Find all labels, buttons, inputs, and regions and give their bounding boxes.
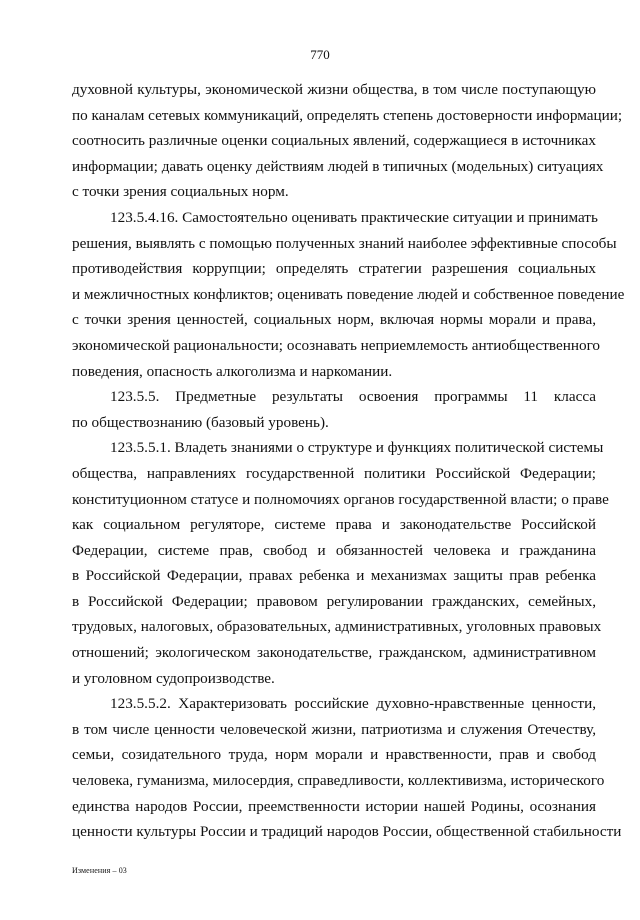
paragraph — [72, 77, 623, 205]
text-line: и уголовном судопроизводстве. — [72, 669, 275, 687]
text-line: единства народов России, преемственности истории нашей Родины, осознания — [72, 797, 596, 815]
text-line: ценности культуры России и традиций народов России, общественной стабильности — [72, 823, 622, 841]
text-line: с точки зрения социальных норм. — [72, 183, 289, 201]
paragraph — [72, 205, 625, 384]
text-line: противодействия коррупции; определять стратегии разрешения социальных — [72, 260, 596, 278]
text-line: экономической рациональности; осознавать неприемлемость антиобщественного — [72, 336, 601, 354]
text-line: семьи, созидательного труда, норм морали и нравственности, прав и свобод — [72, 746, 596, 764]
text-line: в Российской Федерации, правах ребенка и механизмах защиты прав ребенка — [72, 567, 596, 585]
text-line: 123.5.5.1. Владеть знаниями о структуре и функциях политической системы — [110, 439, 604, 457]
text-line: с точки зрения ценностей, социальных норм, включая нормы морали и права, — [72, 311, 596, 329]
text-line: конституционном статусе и полномочиях органов государственной власти; о праве — [72, 490, 609, 508]
text-line: по обществознанию (базовый уровень). — [72, 413, 329, 431]
text-line: отношений; экологическом законодательстве, гражданском, административном — [72, 644, 596, 662]
text-line: 123.5.4.16. Самостоятельно оценивать практические ситуации и принимать — [110, 208, 598, 226]
text-line: как социальном регуляторе, системе права и законодательстве Российской — [72, 516, 596, 534]
text-line: поведения, опасность алкоголизма и наркомании. — [72, 362, 393, 380]
text-line: по каналам сетевых коммуникаций, определять степень достоверности информации; — [72, 106, 623, 124]
text-line: общества, направлениях государственной политики Российской Федерации; — [72, 464, 596, 482]
text-line: соотносить различные оценки социальных явлений, содержащиеся в источниках — [72, 132, 596, 150]
paragraph — [72, 691, 622, 845]
paragraph — [72, 384, 596, 435]
text-line: и межличностных конфликтов; оценивать поведение людей и собственное поведение — [72, 285, 625, 303]
document-body — [72, 77, 625, 845]
text-line: 123.5.5. Предметные результаты освоения программы 11 класса — [110, 388, 596, 406]
text-line: в Российской Федерации; правовом регулировании гражданских, семейных, — [72, 592, 596, 610]
text-line: трудовых, налоговых, образовательных, административных, уголовных правовых — [72, 618, 602, 636]
text-line: духовной культуры, экономической жизни общества, в том числе поступающую — [72, 81, 596, 98]
page-number: 770 — [310, 47, 330, 62]
footer-revision-note: Изменения – 03 — [72, 866, 127, 875]
paragraph — [72, 435, 609, 691]
text-line: в том числе ценности человеческой жизни, патриотизма и служения Отечеству, — [72, 720, 596, 738]
text-line: Федерации, системе прав, свобод и обязанностей человека и гражданина — [72, 541, 596, 559]
text-line: человека, гуманизма, милосердия, справедливости, коллективизма, исторического — [72, 772, 605, 790]
text-line: решения, выявлять с помощью полученных знаний наиболее эффективные способы — [72, 234, 617, 252]
text-line: 123.5.5.2. Характеризовать российские духовно-нравственные ценности, — [110, 695, 596, 713]
text-line: информации; давать оценку действиям людей в типичных (модельных) ситуациях — [72, 157, 604, 175]
